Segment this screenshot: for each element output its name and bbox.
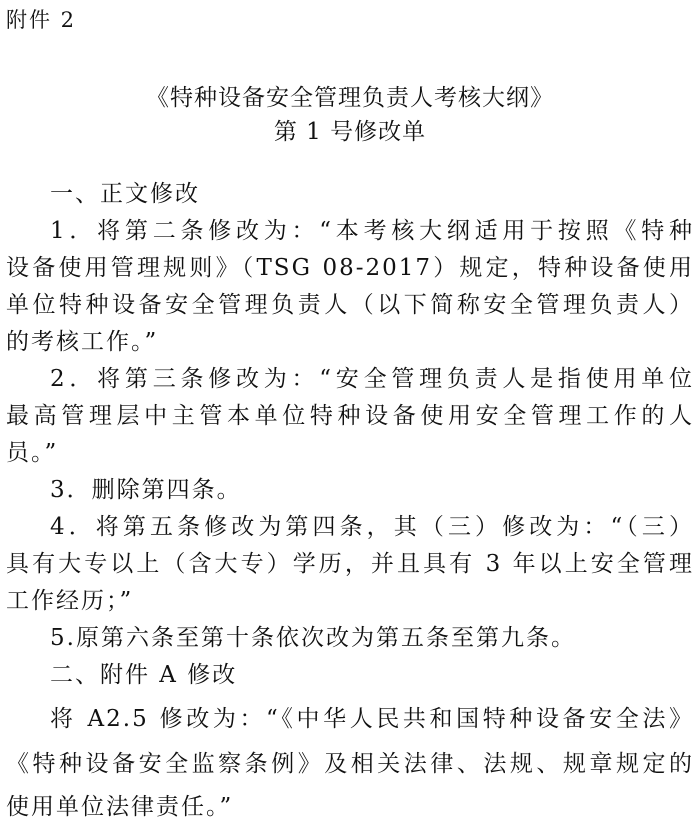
item5: 5.原第六条至第十条依次改为第五条至第九条。 bbox=[50, 625, 576, 651]
document-subtitle: 第 1 号修改单 bbox=[273, 119, 427, 145]
item3: 3．删除第四条。 bbox=[50, 477, 242, 503]
document-title: 《特种设备安全管理负责人考核大纲》 bbox=[146, 85, 554, 111]
item2-line2: 最高管理层中主管本单位特种设备使用安全管理工作的人 bbox=[6, 403, 694, 429]
item-a-line3: 使用单位法律责任。” bbox=[6, 794, 234, 820]
item2-line3: 员。” bbox=[6, 440, 59, 466]
item-a-line1: 将 A2.5 修改为：“《中华人民共和国特种设备安全法》 bbox=[50, 706, 694, 732]
item4-line2: 具有大专以上（含大专）学历，并且具有 3 年以上安全管理 bbox=[6, 551, 694, 577]
section2-heading: 二、附件 A 修改 bbox=[50, 662, 238, 688]
section1-heading: 一、正文修改 bbox=[50, 181, 200, 207]
item1-line1: 1．将第二条修改为：“本考核大纲适用于按照《特种 bbox=[50, 218, 694, 244]
item4-line3: 工作经历；” bbox=[6, 588, 134, 614]
item4-line1: 4．将第五条修改为第四条，其（三）修改为：“（三） bbox=[50, 514, 694, 540]
item2-line1: 2．将第三条修改为：“安全管理负责人是指使用单位 bbox=[50, 366, 694, 392]
item1-line2: 设备使用管理规则》（TSG 08-2017）规定，特种设备使用 bbox=[6, 255, 694, 281]
item1-line4: 的考核工作。” bbox=[6, 329, 159, 355]
item1-line3: 单位特种设备安全管理负责人（以下简称安全管理负责人） bbox=[6, 292, 694, 318]
annex-label: 附件 2 bbox=[6, 8, 77, 32]
item-a-line2: 《特种设备安全监察条例》及相关法律、法规、规章规定的 bbox=[6, 751, 694, 777]
